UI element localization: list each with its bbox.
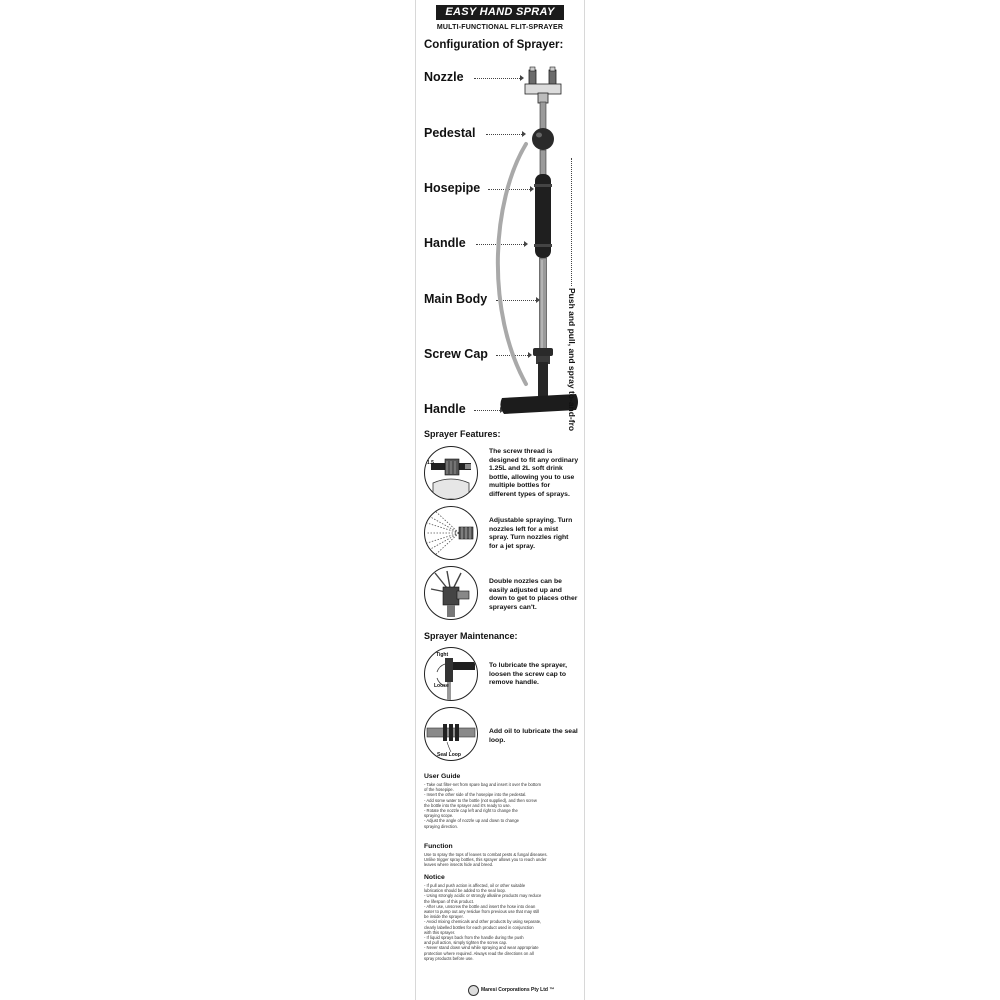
screw-cap-shape (533, 348, 553, 356)
company-name: Maresi Corporations Pty Ltd ™ (481, 987, 555, 993)
function-text: Use to spray the tops of leaves to combat pests & fungal diseases. Unlike trigger spray bottles, this sprayer allows you to reach under leaves where insects hide and breed. (424, 852, 548, 868)
main-body-shape (540, 258, 547, 350)
function-title: Function (424, 843, 453, 850)
motion-note: Push and pull, and spray to-and-fro (567, 288, 577, 432)
pedestal-shape (532, 128, 554, 150)
part-label-screw-cap: Screw Cap (424, 347, 488, 361)
notice-title: Notice (424, 874, 445, 881)
part-label-handle-lower: Handle (424, 402, 466, 416)
nozzle-shape (525, 67, 561, 103)
part-label-main-body: Main Body (424, 292, 488, 306)
user-guide-title: User Guide (424, 773, 461, 780)
maintenance-text-seal-loop: Add oil to lubricate the seal loop. (489, 728, 578, 744)
tight-label: Tight (436, 652, 449, 658)
part-label-pedestal: Pedestal (424, 126, 476, 140)
part-label-handle-upper: Handle (424, 236, 466, 250)
product-sheet (415, 0, 585, 1000)
loose-label: Loose (434, 683, 449, 689)
part-label-nozzle: Nozzle (424, 70, 464, 84)
double-nozzle-icon (425, 567, 477, 619)
configuration-title: Configuration of Sprayer: (424, 39, 564, 51)
features-title: Sprayer Features: (424, 429, 501, 439)
feature-text-thread: The screw thread is designed to fit any ordinary 1.25L and 2L soft drink bottle, allowing you to use multiple bottles for different types of sprays. (489, 448, 579, 498)
mist-spray-icon (425, 507, 477, 559)
feature-icon-thread (424, 446, 478, 500)
motion-guide-line (571, 158, 572, 286)
brand-banner: EASY HAND SPRAY (436, 5, 564, 20)
maintenance-text-screw-cap: To lubricate the sprayer, loosen the screw cap to remove handle. (489, 662, 568, 687)
seal-loop-label: Seal Loop (437, 752, 461, 758)
maintenance-icon-screw-cap (424, 647, 478, 701)
bottle-thread-icon (425, 447, 477, 499)
feature-text-mist: Adjustable spraying. Turn nozzles left for a mist spray. Turn nozzles right for a jet spray. (489, 517, 573, 550)
product-subtitle: MULTI-FUNCTIONAL FLIT-SPRAYER (436, 24, 564, 31)
feature-icon-mist (424, 506, 478, 560)
part-label-hosepipe: Hosepipe (424, 181, 481, 195)
maintenance-title: Sprayer Maintenance: (424, 631, 518, 641)
screw-cap-icon (425, 648, 477, 700)
thread-dim-label: 1.5 (427, 460, 434, 466)
hosepipe-shape (498, 144, 526, 384)
feature-text-double-nozzle: Double nozzles can be easily adjusted up and down to get to places other sprayers can't. (489, 578, 578, 611)
feature-icon-double-nozzle (424, 566, 478, 620)
notice-text: - If pull and push action is affected, oil or other suitable lubrication should be added to the seal loop. - Using strongly acidic or strongly alkaline products may reduce the lifespan of this product. - After use, unscrew the bottle and insert the hose into clean water to pump out any residue from previous use that may still be inside the sprayer. - Avoid mixing chemicals and other products by using separate, clearly labelled bottles for each product used in conjunction with this sprayer. - If liquid sprays back from the handle during the push and pull action, simply tighten the screw cap. - Never stand down wind while spraying and wear appropriate protection where required. Always read the directions on all spray products before use. (424, 883, 542, 961)
company-logo-icon (468, 985, 479, 996)
user-guide-text: - Take out filter-net from spare bag and insert it over the bottom of the hosepipe. - Insert the other side of the hosepipe into the pedestal. - Add some water to the bottle (not supplied), and then screw the bottle into the sprayer and it's ready to use. - Rotate the nozzle cap left and right to change the spraying scope. - Adjust the angle of nozzle up and down to change spraying direction. (424, 782, 541, 829)
